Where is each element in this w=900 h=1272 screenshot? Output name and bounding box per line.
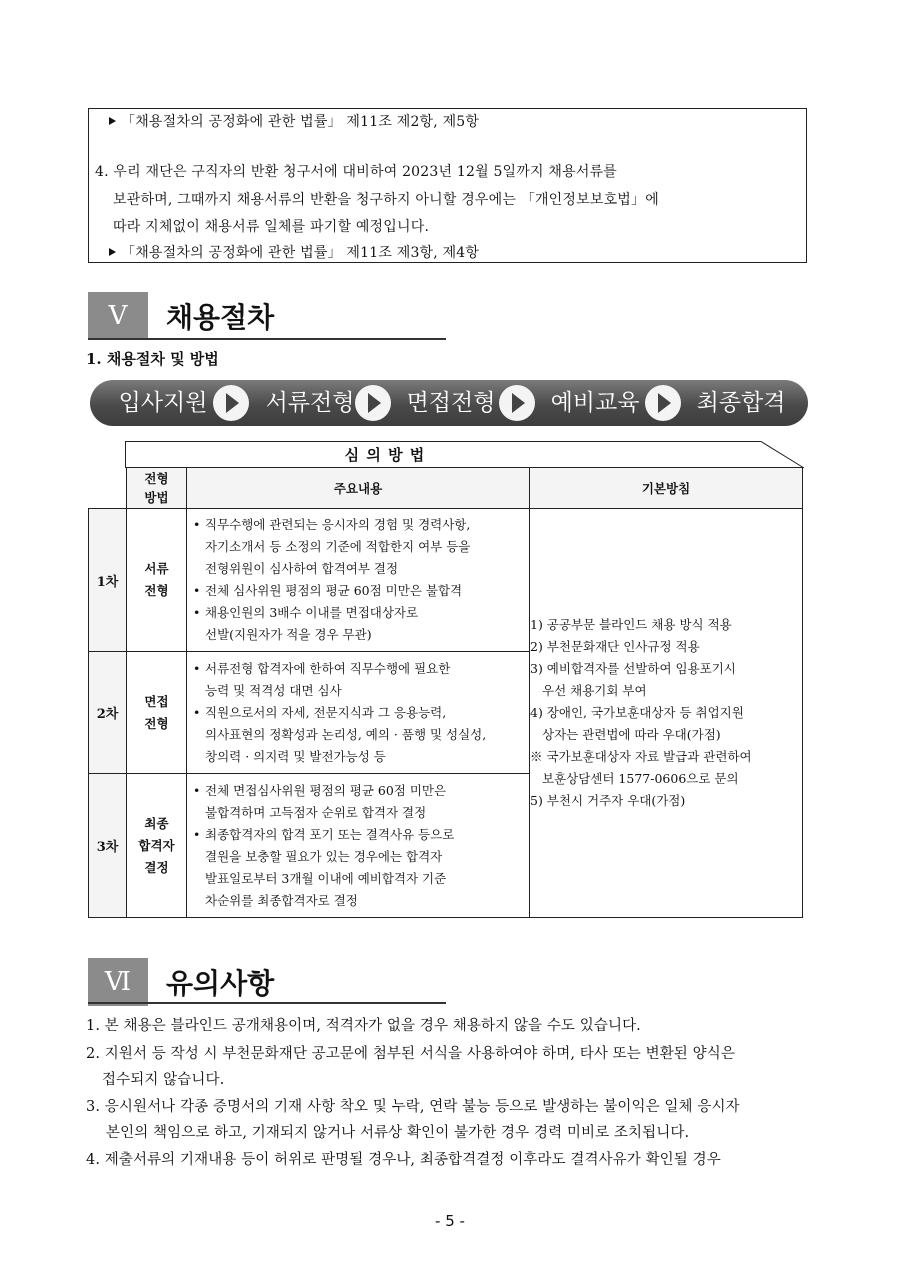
header-main-content: 주요내용 <box>187 468 530 509</box>
section-5-underline <box>88 338 446 340</box>
process-flow-bar <box>90 380 808 426</box>
stage-3-content <box>187 774 530 918</box>
table-header-row <box>89 468 803 509</box>
stage-2-name: 면접 전형 <box>127 652 187 774</box>
chevron-right-icon <box>498 384 536 422</box>
section-6-badge: Ⅵ <box>88 958 148 1006</box>
stage-2: 2차 <box>89 652 127 774</box>
stage-1-content <box>187 509 530 652</box>
stage-1-name: 서류 전형 <box>127 509 187 652</box>
empty-corner-cell <box>89 468 127 509</box>
step-interview: 면접전형 <box>406 390 496 416</box>
note-1: 1. 본 채용은 블라인드 공개채용이며, 적격자가 없을 경우 채용하지 않을 수도 있습니다. <box>86 1018 641 1034</box>
header-basic-policy: 기본방침 <box>530 468 803 509</box>
section-6-title: 유의사항 <box>166 967 275 1000</box>
stage-3-name: 최종 합격자 결정 <box>127 774 187 918</box>
table-row <box>89 509 803 652</box>
stage-3: 3차 <box>89 774 127 918</box>
list-item: • 서류전형 합격자에 한하여 직무수행에 필요한 능력 및 적격성 대면 심사 <box>193 658 523 702</box>
step-pre-training: 예비교육 <box>550 390 640 416</box>
step-apply: 입사지원 <box>118 390 208 416</box>
section-6-underline <box>88 1002 446 1004</box>
header-method: 전형 방법 <box>127 468 187 509</box>
step-final-pass: 최종합격 <box>696 390 786 416</box>
note-3-line2: 본인의 책임으로 하고, 기재되지 않거나 서류상 확인이 불가한 경우 경력 미비로 조치됩니다. <box>106 1125 690 1141</box>
review-method-table <box>88 467 803 918</box>
stage-1: 1차 <box>89 509 127 652</box>
list-item: • 전체 면접심사위원 평점의 평균 60점 미만은 불합격하며 고득점자 순위로 합격자 결정 <box>193 780 523 824</box>
section-5-title: 채용절차 <box>166 301 275 334</box>
notice-item-4-line1: 4. 우리 재단은 구직자의 반환 청구서에 대비하여 2023년 12월 5일까지 채용서류를 <box>95 164 618 180</box>
triangle-bullet-icon <box>109 117 116 125</box>
note-2-line1: 2. 지원서 등 작성 시 부천문화재단 공고문에 첨부된 서식을 사용하여야 하며, 타사 또는 변환된 양식은 <box>86 1046 735 1062</box>
step-document-screening: 서류전형 <box>265 390 355 416</box>
triangle-bullet-icon <box>109 248 116 256</box>
note-4-line1: 4. 제출서류의 기재내용 등이 허위로 판명될 경우나, 최종합격결정 이후라도 결격사유가 확인될 경우 <box>86 1152 721 1168</box>
review-method-title: 심 의 방 법 <box>344 446 426 464</box>
list-item: • 전체 심사위원 평점의 평균 60점 미만은 불합격 <box>193 580 523 602</box>
list-item: • 최종합격자의 합격 포기 또는 결격사유 등으로 결원을 보충할 필요가 있는 경우에는 합격자 발표일로부터 3개월 이내에 예비합격자 기준 차순위를 최종합격자로 결정 <box>193 824 523 912</box>
basic-policy-cell: 1) 공공부문 블라인드 채용 방식 적용 2) 부천문화재단 인사규정 적용 3) 예비합격자를 선발하여 임용포기시 우선 채용기회 부여 4) 장애인, 국가보훈대상자 등 취업지원 상자는 관련법에 따라 우대(가점) ※ 국가보훈대상자 자료 발급과 관련하여 보훈상담센터 1577-0606으로 문의 5) 부천시 거주자 우대(가점) <box>530 509 803 918</box>
subheading-procedure: 1. 채용절차 및 방법 <box>86 350 219 368</box>
law-reference-2: 「채용절차의 공정화에 관한 법률」 제11조 제3항, 제4항 <box>109 242 479 262</box>
section-5-badge: Ⅴ <box>88 292 148 340</box>
note-3-line1: 3. 응시원서나 각종 증명서의 기재 사항 착오 및 누락, 연락 불능 등으로 발생하는 불이익은 일체 응시자 <box>86 1099 740 1115</box>
list-item: • 직원으로서의 자세, 전문지식과 그 응용능력, 의사표현의 정확성과 논리성, 예의 · 품행 및 성실성, 창의력 · 의지력 및 발전가능성 등 <box>193 702 523 768</box>
list-item: • 직무수행에 관련되는 응시자의 경험 및 경력사항, 자기소개서 등 소정의 기준에 적합한지 여부 등을 전형위원이 심사하여 합격여부 결정 <box>193 514 523 580</box>
page-number: - 5 - <box>435 1212 465 1230</box>
notice-item-4-line3: 따라 지체없이 채용서류 일체를 파기할 예정입니다. <box>113 219 430 235</box>
law-reference-1: 「채용절차의 공정화에 관한 법률」 제11조 제2항, 제5항 <box>109 111 479 131</box>
list-item: • 채용인원의 3배수 이내를 면접대상자로 선발(지원자가 적을 경우 무관) <box>193 602 523 646</box>
chevron-right-icon <box>644 384 682 422</box>
legal-notice-box <box>88 108 807 263</box>
stage-2-content <box>187 652 530 774</box>
chevron-right-icon <box>212 384 250 422</box>
notice-item-4-line2: 보관하며, 그때까지 채용서류의 반환을 청구하지 아니할 경우에는 「개인정보보호법」에 <box>113 192 659 208</box>
chevron-right-icon <box>354 384 392 422</box>
note-2-line2: 접수되지 않습니다. <box>102 1072 225 1088</box>
